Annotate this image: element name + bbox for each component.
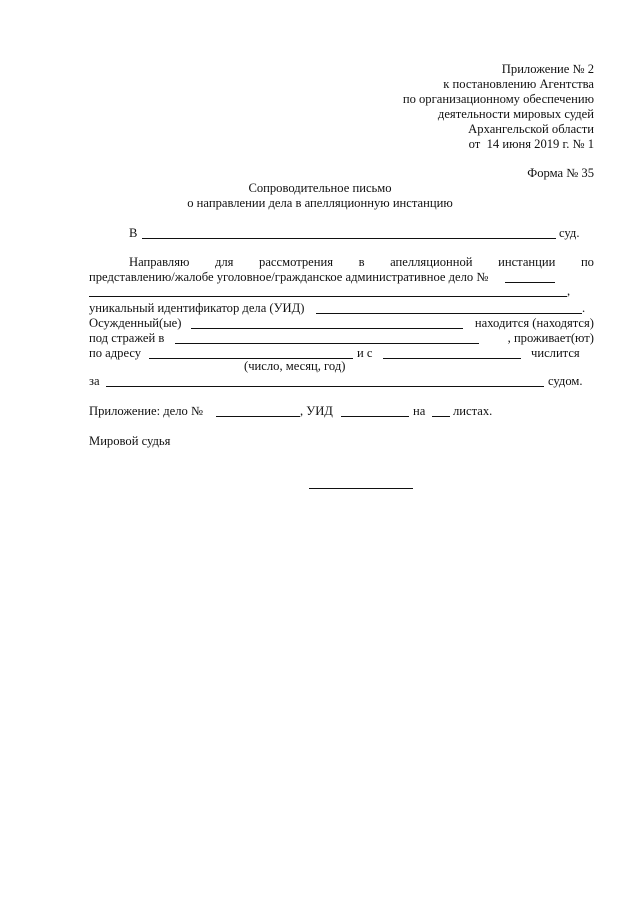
header-line-3: по организационному обеспечению bbox=[402, 92, 594, 106]
resides-label: , проживает(ют) bbox=[507, 331, 594, 345]
custody-label: под стражей в bbox=[89, 331, 165, 345]
court-prefix: В bbox=[129, 226, 138, 240]
header-line-6: от 14 июня 2019 г. № 1 bbox=[468, 137, 594, 151]
signature-blank[interactable] bbox=[309, 488, 413, 489]
convicted-label: Осужденный(ые) bbox=[89, 316, 182, 330]
header-line-5: Архангельской области bbox=[468, 122, 594, 136]
attachment-prefix: Приложение: дело № bbox=[89, 404, 203, 418]
date-blank[interactable] bbox=[383, 358, 521, 359]
court-end: судом. bbox=[548, 374, 583, 388]
p1-word: апелляционной bbox=[390, 255, 473, 269]
custody-blank[interactable] bbox=[175, 343, 479, 344]
attachment-sheets-blank[interactable] bbox=[432, 416, 450, 417]
uid-label: уникальный идентификатор дела (УИД) bbox=[89, 301, 305, 315]
attachment-uid-blank[interactable] bbox=[341, 416, 409, 417]
for-label: за bbox=[89, 374, 100, 388]
p1-word: инстанции bbox=[498, 255, 556, 269]
p1-word: для bbox=[214, 255, 234, 269]
attachment-case-blank[interactable] bbox=[216, 416, 300, 417]
paragraph-line-1 bbox=[129, 255, 594, 270]
and-from-label: и с bbox=[357, 346, 373, 360]
attachment-uid-label: , УИД bbox=[300, 404, 333, 418]
p1-word: рассмотрения bbox=[259, 255, 334, 269]
located-label: находится (находятся) bbox=[474, 316, 594, 330]
convicted-blank[interactable] bbox=[191, 328, 463, 329]
court-suffix: суд. bbox=[559, 226, 580, 240]
address-label: по адресу bbox=[89, 346, 142, 360]
case-description-blank[interactable] bbox=[89, 296, 567, 297]
form-number: Форма № 35 bbox=[527, 166, 594, 180]
p1-word: в bbox=[358, 255, 365, 269]
header-line-2: к постановлению Агентства bbox=[443, 77, 594, 91]
date-hint: (число, месяц, год) bbox=[244, 359, 346, 373]
header-line-4: деятельности мировых судей bbox=[437, 107, 594, 121]
paragraph-line-2: представлению/жалобе уголовное/гражданское административное дело № bbox=[89, 270, 489, 284]
document-title: Сопроводительное письмо bbox=[248, 181, 392, 195]
attachment-on-label: на bbox=[413, 404, 426, 418]
period-mark: . bbox=[582, 301, 586, 315]
case-number-blank[interactable] bbox=[505, 282, 555, 283]
comma-mark: , bbox=[567, 284, 571, 298]
document-subtitle: о направлении дела в апелляционную инстанцию bbox=[187, 196, 453, 210]
attachment-sheets-label: листах. bbox=[453, 404, 493, 418]
p1-word: по bbox=[580, 255, 594, 269]
header-line-1: Приложение № 2 bbox=[501, 62, 594, 76]
uid-blank[interactable] bbox=[316, 313, 582, 314]
court-blank[interactable] bbox=[106, 386, 544, 387]
listed-label: числится bbox=[531, 346, 580, 360]
p1-word: Направляю bbox=[129, 255, 190, 269]
court-name-blank[interactable] bbox=[142, 238, 556, 239]
judge-label: Мировой судья bbox=[89, 434, 171, 448]
